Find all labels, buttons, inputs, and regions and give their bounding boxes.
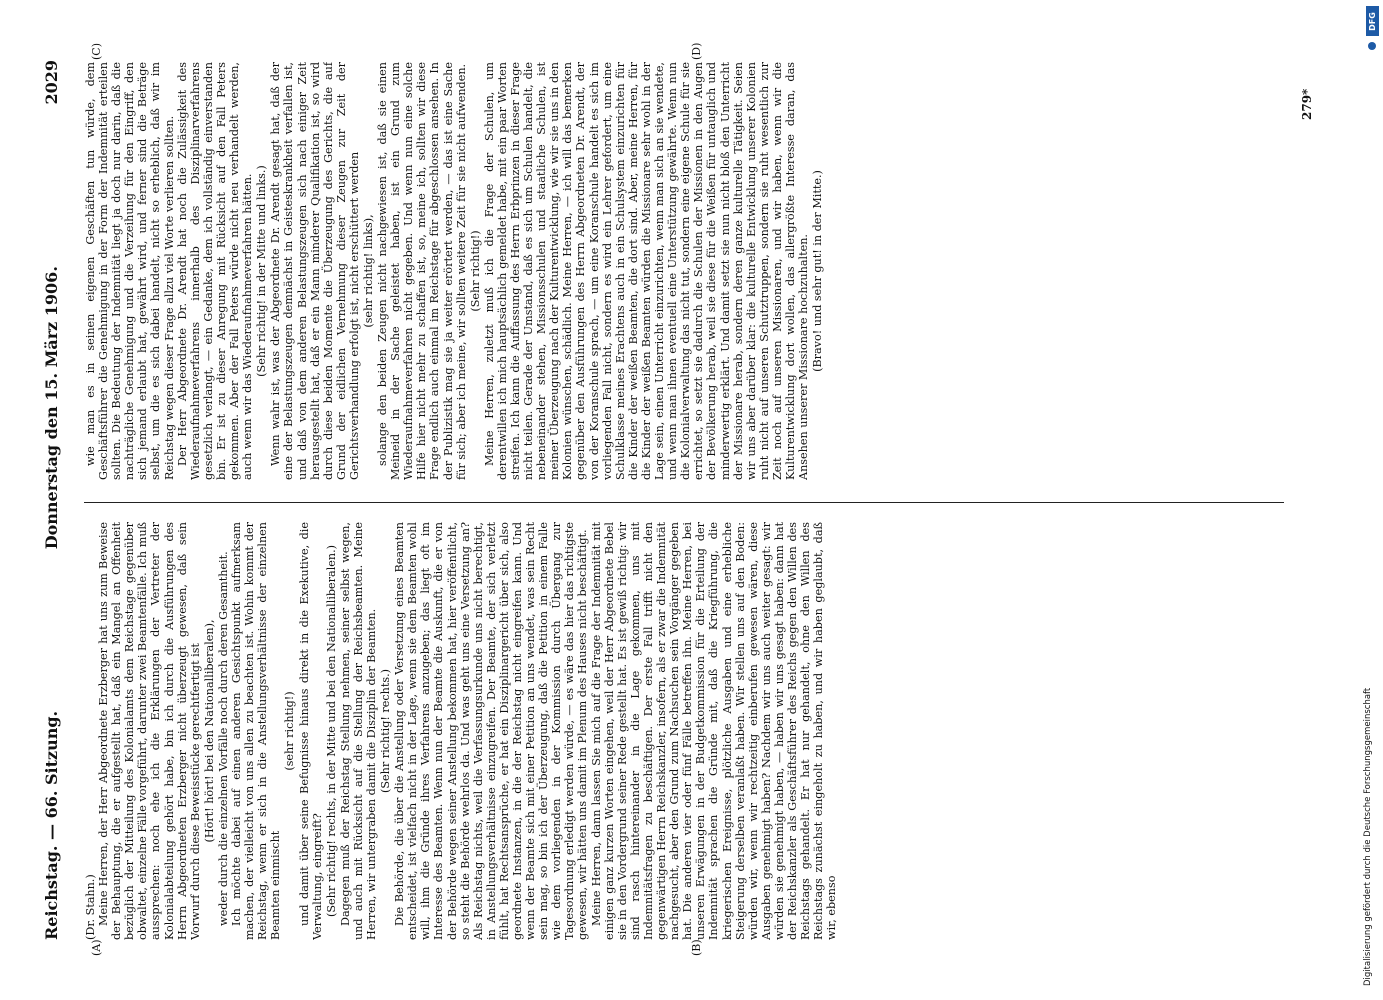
signature-mark: 279* [1300,88,1314,120]
paragraph: Meine Herren, dann lassen Sie mich auf die Frage der Indemnität mit einigen ganz kurzen Worten eingehen, weil der Herr Abgeordnete Bebel sie in den Vordergrund seiner Rede gestellt hat. Es ist gewiß richtig: wir sind rasch hintereinander in die Lage gekommen, uns mit Indemnitätsfragen zu beschäftigen. Der erste Fall trifft nicht den gegenwärtigen Herrn Reichskanzler, insofern, als er zwar die Indemnität nachgesucht, aber den Grund zum Nachsuchen sein Vorgänger gegeben hat. Die anderen vier oder fünf Fälle betreffen ihn. Meine Herren, bei unseren Erwägungen in der Budgetkommission für die Erteilung der Indemnität sprachen die Gründe mit, daß die Kriegführung, die kriegerischen Ereignisse, plötzliche Ausgaben und eine erhebliche Steigerung derselben veranlaßt haben. Wir stellen uns auf den Boden: würden wir, wenn wir rechtzeitig einberufen gewesen wären, diese Ausgaben genehmigt haben? Nachdem wir uns auch weiter gesagt: wir würden sie genehmigt haben, — haben wir uns gesagt haben: dann hat der Reichskanzler als Geschäftsführer des Reichs gegen den Willen des Reichstags gehandelt. Er hat nur gehandelt, ohne den Willen des Reichstags zunächst eingeholt zu haben, und wir haben geglaubt, daß wir, ebenso [589,522,839,940]
interjection: (Hört! hört! bei den Nationalliberalen), [202,619,216,843]
header-left: Reichstag. — 66. Sitzung. [41,710,61,940]
dfg-logo: DFG [1366,6,1379,36]
left-column [84,522,1284,940]
speaker-label: (Dr. Stahn.) [84,874,97,940]
paragraph: solange den beiden Zeugen nicht nachgewiesen ist, daß sie einen Meineid in der Sache geleistet haben, ist ein Grund zum Wiederaufnahmeverfahren nicht gegeben. Und wenn nun eine solche Hilfe hier nicht mehr zu schaffen ist, so, meine ich, sollten wir diese Frage endlich auch einmal im Reichstage für abgeschlossen ansehen. In der Publizistik mag sie ja weiter erörtert werden, — das ist eine Sache für sich; aber ich meine, wir sollten weitere Zeit für sie nicht aufwenden. [376,62,468,480]
paragraph: weder durch die einzelnen Vorfälle noch durch deren Gesamtheit. [216,551,230,926]
margin-marker-c: (C) [90,43,103,60]
page-number: 2029 [41,60,61,105]
margin-marker-b: (B) [690,939,703,956]
interjection: (Sehr richtig! rechts.) [379,668,393,794]
paragraph: Dagegen muß der Reichstag Stellung nehmen, seiner selbst wegen, und auch mit Rücksicht auf die Stellung der Reichsbeamten. Meine Herren, wir untergraben damit die Disziplin der Beamten. [338,522,378,940]
digitization-notice-text: Digitalisierung gefördert durch die Deutsche Forschungsgemeinschaft [1363,687,1373,986]
paragraph: Ich möchte dabei auf einen anderen Gesichtspunkt aufmerksam machen, der vielleicht von uns allen zu beachten ist. Wohin kommt der Reichstag, wenn er sich in die Anstellungsverhältnisse der einzelnen Beamten einmischt [230,522,283,940]
interjection: (sehr richtig!) [283,691,297,771]
paragraph: Die Behörde, die über die Anstellung oder Versetzung eines Beamten entscheidet, ist vielfach nicht in der Lage, wenn sie dem Beamten wohl will, ihm die Gründe ihres Verfahrens anzugeben; das liegt oft im Interesse des Beamten. Wenn nun der Beamte die Auskunft, die er von der Behörde wegen seiner Anstellung bekommen hat, hier veröffentlicht, so steht die Behörde wehrlos da. Und was geht uns eine Versetzung an? Als Reichstag nichts, weil die Verfassungsurkunde uns nicht berechtigt, in Anstellungsverhältnisse einzugreifen. Der Beamte, der sich verletzt fühlt, hat Rechtsansprüche, er hat ein Disziplinargericht über sich, also geordnete Instanzen, in die der Reichstag nicht eingreifen kann. Und wenn der Beamte sich mit einer Petition an uns wendet, was sein Recht sein mag, so bin ich der Überzeugung, daß die Petition in einem Falle wie dem vorliegenden in der Kommission durch Übergang zur Tagesordnung erledigt werden würde, — es wäre das hier das richtigste gewesen, wir hätten uns damit im Plenum des Hauses nicht beschäftigt. [393,522,590,940]
paragraph: wie man es in seinen eigenen Geschäften tun würde, dem Geschäftsführer die Genehmigung in der Form der Indemnität erteilen sollten. Die Bedeutung der Indemnität liegt ja doch nur darin, daß die nachträgliche Genehmigung und die Verzeihung für den Eingriff, den sich jemand erlaubt hat, gewährt wird, und ferner sind die Beträge selbst, um die es sich dabei handelt, nicht so erheblich, daß wir im Reichstag wegen dieser Frage allzu viel Worte verlieren sollten. [84,62,176,480]
paragraph: Meine Herren, der Herr Abgeordnete Erzberger hat uns zum Beweise der Behauptung, die er aufgestellt hat, daß ein Mangel an Offenheit bezüglich der Mitteilung des Kolonialamts dem Reichstage gegenüber obwaltet, einzelne Fälle vorgeführt, darunter zwei Beamtenfälle. Ich muß aussprechen: noch ehe ich die Erklärungen der Vertreter der Kolonialabteilung gehört habe, bin ich durch die Ausführungen des Herrn Abgeordneten Erzberger nicht überzeugt gewesen, daß sein Vorwurf durch diese Beweisstücke gerechtfertigt ist [97,522,202,940]
margin-marker-d: (D) [690,42,703,60]
interjection: (Sehr richtig!) [468,230,482,312]
digitization-notice [1361,6,1381,994]
paragraph: Der Herr Abgeordnete Dr. Arendt hat noch die Zulässigkeit des Wiederaufnahmeverfahrens innerhalb des Disziplinarverfahrens gesetzlich verlangt, — ein Gedanke, dem ich vollständig einverstanden bin. Er ist zu dieser Anregung mit Rücksicht auf den Fall Peters gekommen. Aber der Fall Peters würde nicht neu verhandelt werden, auch wenn wir das Wiederaufnahmeverfahren hätten. [175,62,255,480]
margin-marker-a: (A) [90,939,103,956]
right-column [84,62,1284,480]
paragraph: Wenn wahr ist, was der Abgeordnete Dr. Arendt gesagt hat, daß der eine der Belastungszeugen demnächst in Geisteskrankheit verfallen ist, und daß von dem anderen Belastungszeugen sich nach einiger Zeit herausgestellt hat, daß er ein Mann minderer Qualifikation ist, so wird durch diese beiden Momente die Überzeugung des Gerichts, die auf Grund der eidlichen Vernehmung dieser Zeugen zur Zeit der Gerichtsverhandlung erfolgt ist, nicht erschüttert werden [269,62,361,480]
interjection: (sehr richtig! links), [361,214,375,328]
column-divider [84,502,1284,503]
running-header [38,60,64,940]
interjection: (Sehr richtig! rechts, in der Mitte und bei den Nationalliberalen.) [324,544,338,918]
interjection: (Sehr richtig! in der Mitte und links.) [255,165,269,377]
paragraph: Meine Herren, zuletzt muß ich die Frage der Schulen, um derentwillen ich mich hauptsächlich gemeldet habe, mit ein paar Worten streifen. Ich kann die Auffassung des Herrn Erbprinzen in dieser Frage nicht teilen. Gerade der Umstand, daß es sich um Schulen handelt, die nebeneinander stehen, Missionsschulen und staatliche Schulen, ist meiner Überzeugung nach der Kulturentwicklung, wie wir sie uns in den Kolonien wünschen, schädlich. Meine Herren, — ich will das bemerken gegenüber den Ausführungen des Herrn Abgeordneten Dr. Arendt, der von der Koranschule sprach, — um eine Koranschule handelt es sich im vorliegenden Fall nicht, sondern es wird ein Lehrer gefordert, um eine Schulklasse meines Erachtens auch in ein Schulsystem einzurichten für die Kinder der weißen Beamten, die dort sind. Aber, meine Herren, für die Kinder der weißen Beamten würden die Missionare sehr wohl in der Lage sein, einen Unterricht einzurichten, wenn man sich an sie wendete, und wenn man ihnen eventuell eine Unterstützung gewährte. Wenn nun die Kolonialverwaltung das nicht tut, sondern eine eigene Schule für sie errichtet, so setzt sie dadurch die Schulen der Missionen in den Augen der Bevölkerung herab, weil sie diese für die Weißen für untauglich und minderwertig erklärt. Und damit setzt sie nun nicht bloß den Unterricht der Missionare herab, sondern deren ganze kulturelle Tätigkeit. Seien wir uns aber darüber klar: die kulturelle Entwicklung unserer Kolonien ruht nicht auf unseren Schutztruppen, sondern sie ruht wesentlich zur Zeit noch auf unseren Missionaren, und wir haben, wenn wir die Kulturentwicklung dort wollen, das allergrößte Interesse daran, das Ansehen unserer Missionare hochzuhalten. [482,62,811,480]
interjection: (Bravo! und sehr gut! in der Mitte.) [811,170,825,372]
paragraph: und damit über seine Befugnisse hinaus direkt in die Exekutive, die Verwaltung, eingreift? [297,522,324,940]
header-center: Donnerstag den 15. März 1906. [41,266,61,550]
